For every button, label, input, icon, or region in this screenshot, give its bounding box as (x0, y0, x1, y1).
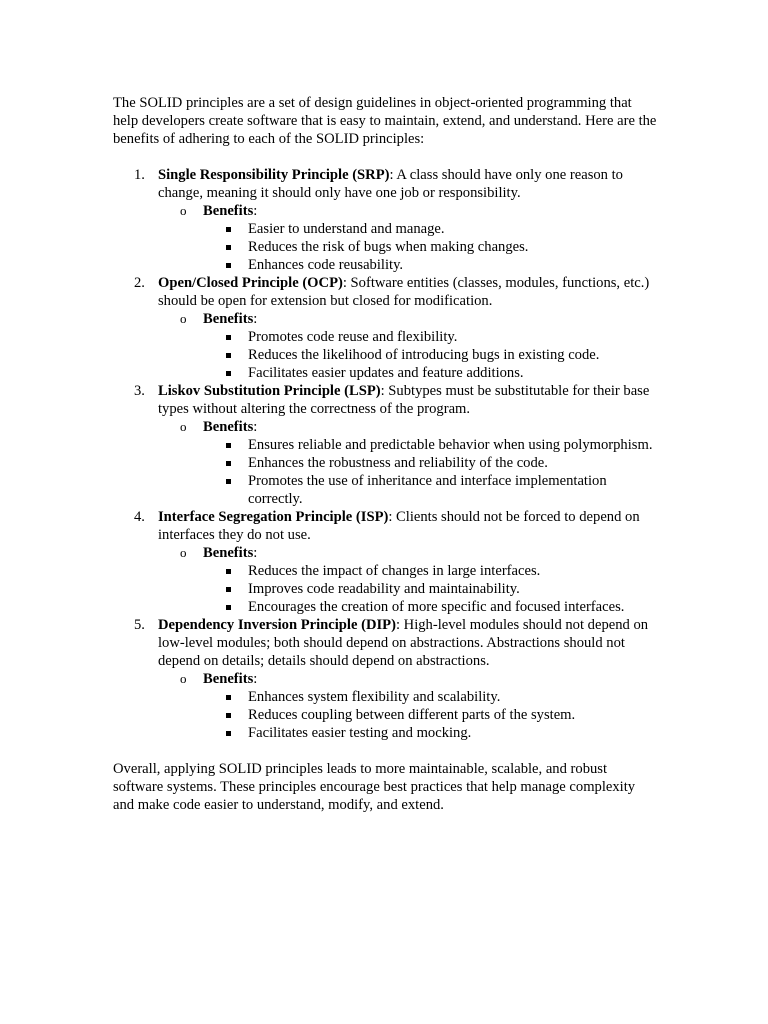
benefit-text: Enhances code reusability. (248, 257, 404, 273)
benefit-item (158, 436, 658, 454)
circle-bullet-icon: o (180, 203, 187, 218)
benefit-text: Enhances the robustness and reliability of the code. (248, 455, 548, 471)
square-bullet-icon (226, 731, 231, 736)
principle-number: 4. (134, 509, 145, 525)
benefit-text: Reduces coupling between different parts of the system. (248, 707, 576, 723)
benefit-item (158, 688, 658, 706)
principle-text (158, 166, 658, 202)
benefit-text: Enhances system flexibility and scalability. (248, 689, 501, 705)
principle-number: 2. (134, 275, 145, 291)
principle-name: Dependency Inversion Principle (DIP) (158, 617, 396, 633)
principle-name: Interface Segregation Principle (ISP) (158, 509, 389, 525)
benefit-item (158, 256, 658, 274)
benefits-block (158, 418, 658, 436)
benefits-colon: : (253, 545, 258, 561)
principle-name: Liskov Substitution Principle (LSP) (158, 383, 381, 399)
principle-description: : Subtypes must be substitutable for their base types without altering the correctness of the program. (158, 383, 650, 417)
benefit-item (158, 364, 658, 382)
principle-description: : A class should have only one reason to change, meaning it should only have one job or responsibility. (158, 167, 623, 201)
benefit-item (158, 220, 658, 238)
intro-paragraph: The SOLID principles are a set of design guidelines in object-oriented programming that help developers create software that is easy to maintain, extend, and understand. Here are the benefits of adhering to each of the SOLID principles: (113, 95, 657, 147)
principle-text (158, 616, 658, 670)
benefit-text: Reduces the likelihood of introducing bugs in existing code. (248, 347, 600, 363)
benefit-text: Promotes the use of inheritance and interface implementation correctly. (248, 473, 607, 507)
principle-number: 1. (134, 167, 145, 183)
benefit-text: Ensures reliable and predictable behavior when using polymorphism. (248, 437, 653, 453)
benefits-heading (203, 418, 658, 436)
square-bullet-icon (226, 695, 231, 700)
principle-item (113, 274, 658, 382)
benefits-colon: : (253, 419, 258, 435)
benefit-text: Reduces the impact of changes in large interfaces. (248, 563, 541, 579)
square-bullet-icon (226, 569, 231, 574)
benefits-label: Benefits (203, 671, 254, 687)
circle-bullet-icon: o (180, 311, 187, 326)
benefits-block (158, 310, 658, 328)
benefits-colon: : (253, 311, 258, 327)
benefit-text: Encourages the creation of more specific and focused interfaces. (248, 599, 625, 615)
principle-item (113, 616, 658, 742)
benefits-label: Benefits (203, 545, 254, 561)
benefits-colon: : (253, 671, 258, 687)
square-bullet-icon (226, 713, 231, 718)
benefit-list (158, 688, 658, 742)
benefit-list (158, 220, 658, 274)
principle-number: 3. (134, 383, 145, 399)
benefit-item (158, 580, 658, 598)
principle-item (113, 508, 658, 616)
benefits-colon: : (253, 203, 258, 219)
benefit-list (158, 562, 658, 616)
benefit-item (158, 328, 658, 346)
square-bullet-icon (226, 335, 231, 340)
principle-name: Single Responsibility Principle (SRP) (158, 167, 390, 183)
benefit-text: Promotes code reuse and flexibility. (248, 329, 458, 345)
principle-item (113, 166, 658, 274)
benefits-heading (203, 544, 658, 562)
conclusion-paragraph: Overall, applying SOLID principles leads to more maintainable, scalable, and robust software systems. These principles encourage best practices that help manage complexity and make code easier to understand, modify, and extend. (113, 761, 636, 813)
benefits-heading (203, 670, 658, 688)
benefits-heading (203, 310, 658, 328)
benefit-item (158, 706, 658, 724)
principle-text (158, 382, 658, 418)
square-bullet-icon (226, 245, 231, 250)
benefits-block (158, 202, 658, 220)
square-bullet-icon (226, 461, 231, 466)
principle-name: Open/Closed Principle (OCP) (158, 275, 343, 291)
benefits-label: Benefits (203, 311, 254, 327)
benefit-text: Reduces the risk of bugs when making changes. (248, 239, 529, 255)
benefit-item (158, 238, 658, 256)
benefits-label: Benefits (203, 203, 254, 219)
benefits-block (158, 670, 658, 688)
square-bullet-icon (226, 443, 231, 448)
square-bullet-icon (226, 587, 231, 592)
benefit-item (158, 346, 658, 364)
benefits-label: Benefits (203, 419, 254, 435)
benefit-item (158, 724, 658, 742)
principles-list (113, 166, 658, 742)
principle-description: : High-level modules should not depend on low-level modules; both should depend on abstractions. Abstractions should not depend on details; details should depend on abstractions. (158, 617, 649, 669)
benefit-item (158, 598, 658, 616)
principle-text (158, 274, 658, 310)
benefit-list (158, 328, 658, 382)
benefit-text: Facilitates easier testing and mocking. (248, 725, 472, 741)
benefit-item (158, 472, 658, 508)
square-bullet-icon (226, 479, 231, 484)
benefit-text: Facilitates easier updates and feature additions. (248, 365, 524, 381)
benefit-item (158, 562, 658, 580)
circle-bullet-icon: o (180, 545, 187, 560)
document-body (113, 94, 658, 814)
square-bullet-icon (226, 263, 231, 268)
benefits-heading (203, 202, 658, 220)
square-bullet-icon (226, 605, 231, 610)
benefit-text: Easier to understand and manage. (248, 221, 445, 237)
principle-number: 5. (134, 617, 145, 633)
benefits-block (158, 544, 658, 562)
benefit-item (158, 454, 658, 472)
principle-description: : Clients should not be forced to depend on interfaces they do not use. (158, 509, 640, 543)
square-bullet-icon (226, 371, 231, 376)
benefit-text: Improves code readability and maintainability. (248, 581, 520, 597)
circle-bullet-icon: o (180, 671, 187, 686)
principle-description: : Software entities (classes, modules, functions, etc.) should be open for extension but closed for modification. (158, 275, 650, 309)
circle-bullet-icon: o (180, 419, 187, 434)
benefit-list (158, 436, 658, 508)
principle-text (158, 508, 658, 544)
principle-item (113, 382, 658, 508)
square-bullet-icon (226, 353, 231, 358)
square-bullet-icon (226, 227, 231, 232)
